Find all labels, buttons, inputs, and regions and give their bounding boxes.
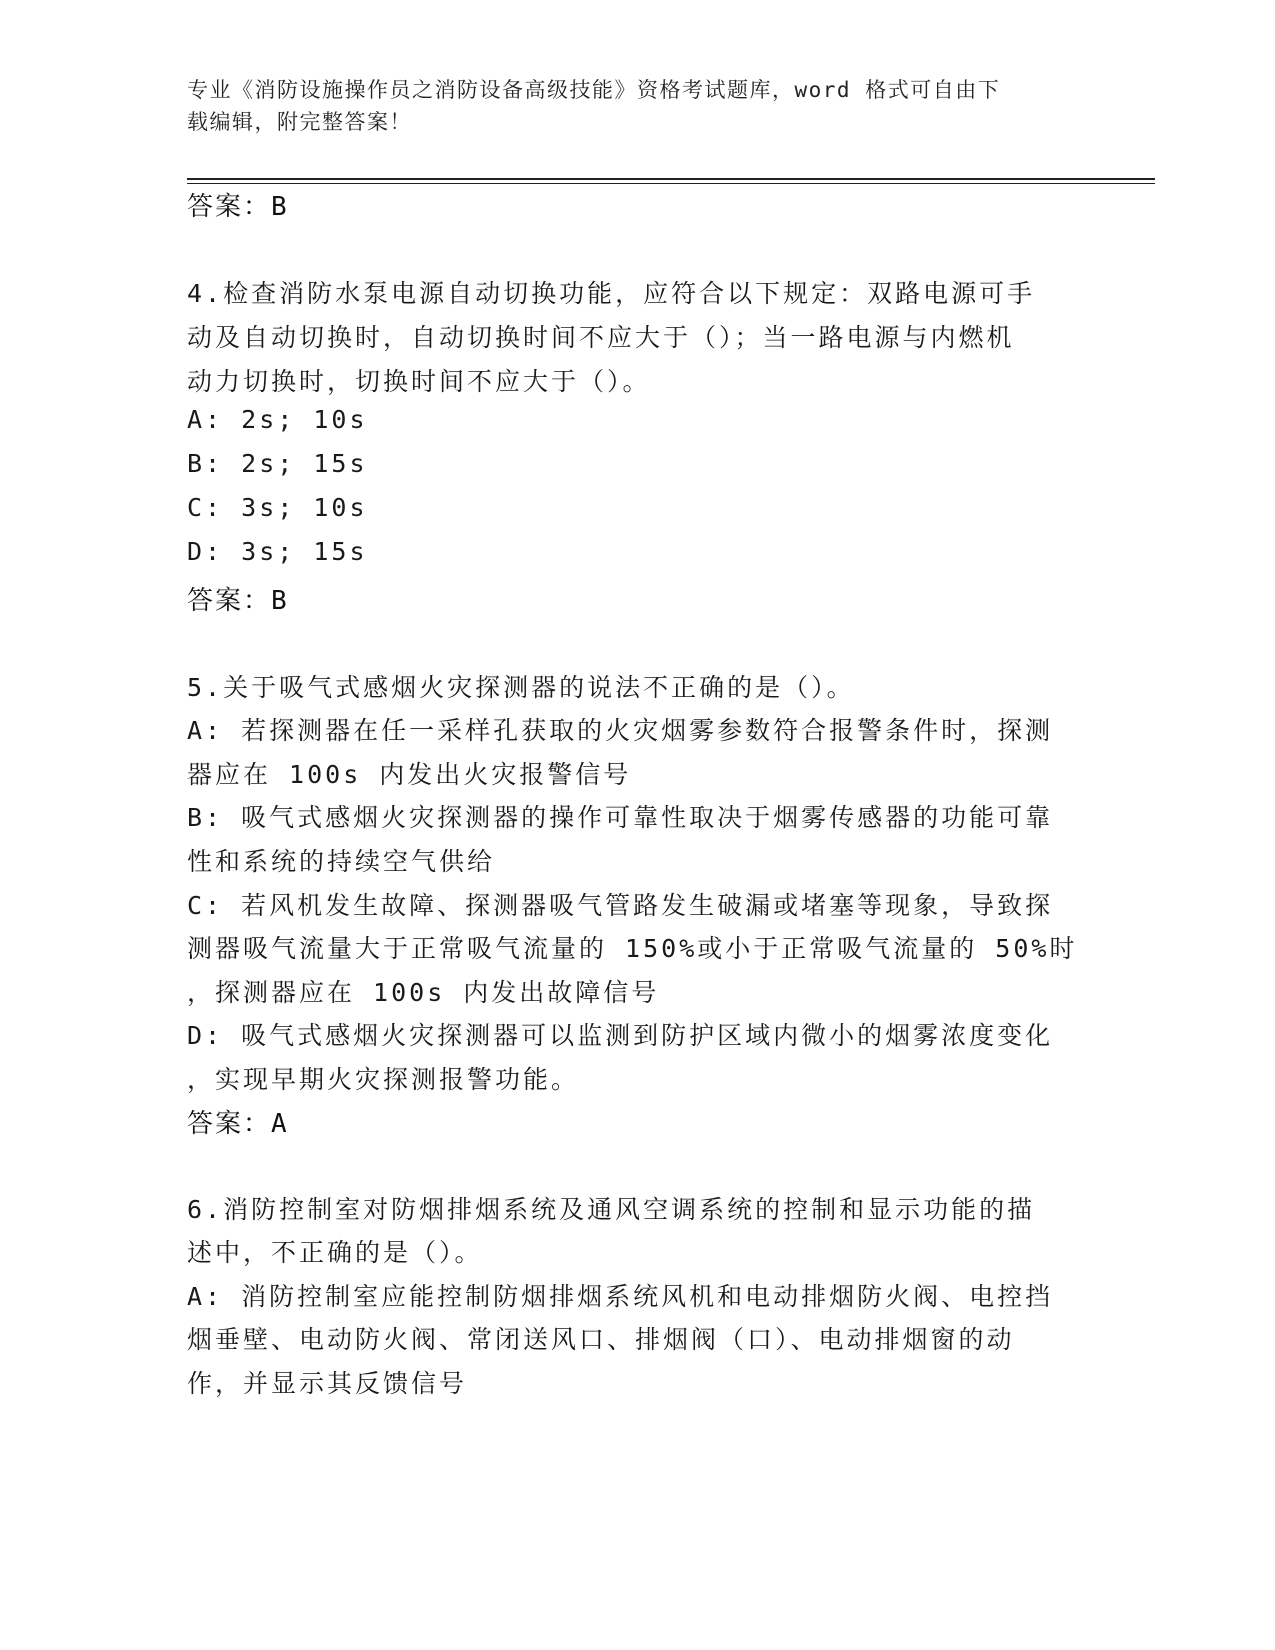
q5-line-9: D: 吸气式感烟火灾探测器可以监测到防护区域内微小的烟雾浓度变化 xyxy=(187,1021,1054,1050)
q5-line-1: 5.关于吸气式感烟火灾探测器的说法不正确的是（）。 xyxy=(187,673,855,702)
q5-line-8: ，探测器应在 100s 内发出故障信号 xyxy=(187,978,660,1007)
header-rule-thin xyxy=(187,183,1155,184)
q4-line-2: 动及自动切换时，自动切换时间不应大于（）；当一路电源与内燃机 xyxy=(187,323,1015,352)
q6-line-4: 烟垂壁、电动防火阀、常闭送风口、排烟阀（口）、电动排烟窗的动 xyxy=(187,1325,1015,1354)
q5-line-3: 器应在 100s 内发出火灾报警信号 xyxy=(187,760,632,789)
q5-line-5: 性和系统的持续空气供给 xyxy=(187,847,496,876)
header-rule-thick xyxy=(187,178,1155,180)
q6-line-3: A: 消防控制室应能控制防烟排烟系统风机和电动排烟防火阀、电控挡 xyxy=(187,1282,1054,1311)
q4-option-b: B: 2s; 15s xyxy=(187,449,368,478)
q6-line-5: 作，并显示其反馈信号 xyxy=(187,1369,468,1398)
q4-option-d: D: 3s; 15s xyxy=(187,537,368,566)
q4-answer: 答案：B xyxy=(187,586,289,616)
q5-line-4: B: 吸气式感烟火灾探测器的操作可靠性取决于烟雾传感器的功能可靠 xyxy=(187,803,1054,832)
q6-line-1: 6.消防控制室对防烟排烟系统及通风空调系统的控制和显示功能的描 xyxy=(187,1195,1036,1224)
q5-line-7: 测器吸气流量大于正常吸气流量的 150%或小于正常吸气流量的 50%时 xyxy=(187,934,1078,963)
header-line-2: 载编辑，附完整答案！ xyxy=(187,110,412,134)
q6-line-2: 述中，不正确的是（）。 xyxy=(187,1238,483,1267)
q5-line-6: C: 若风机发生故障、探测器吸气管路发生破漏或堵塞等现象，导致探 xyxy=(187,891,1054,920)
q4-option-a: A: 2s; 10s xyxy=(187,405,368,434)
header-line-1: 专业《消防设施操作员之消防设备高级技能》资格考试题库，word 格式可自由下 xyxy=(187,78,1001,102)
q4-option-c: C: 3s; 10s xyxy=(187,493,368,522)
q5-answer: 答案：A xyxy=(187,1109,289,1139)
prev-answer: 答案：B xyxy=(187,192,289,222)
q4-line-1: 4.检查消防水泵电源自动切换功能，应符合以下规定：双路电源可手 xyxy=(187,279,1036,308)
q5-line-2: A: 若探测器在任一采样孔获取的火灾烟雾参数符合报警条件时，探测 xyxy=(187,716,1054,745)
q5-line-10: ，实现早期火灾探测报警功能。 xyxy=(187,1065,580,1094)
q4-line-3: 动力切换时，切换时间不应大于（）。 xyxy=(187,367,651,396)
page-header xyxy=(187,74,1067,138)
